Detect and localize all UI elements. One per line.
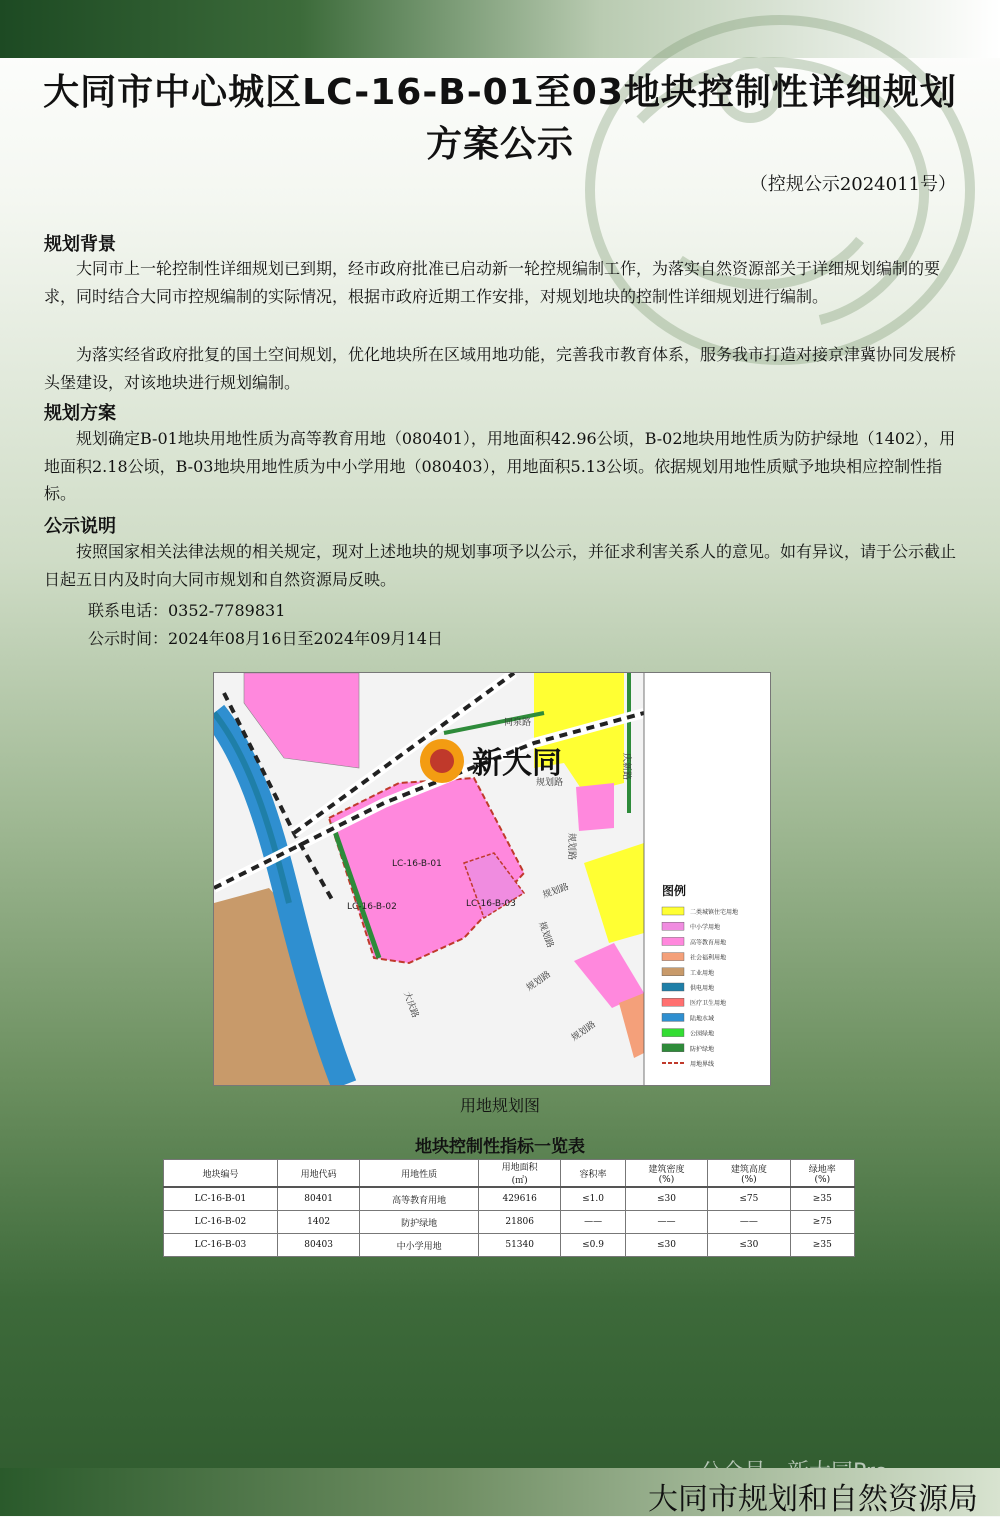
road-label: 大庆路	[401, 990, 420, 1020]
map-logo-text: 新大同	[472, 746, 562, 781]
background-heading: 规划背景	[44, 234, 116, 255]
table-cell: ≤30	[625, 1234, 707, 1257]
table-cell: ——	[561, 1211, 625, 1234]
notice-paragraph: 按照国家相关法律法规的相关规定，现对上述地块的规划事项予以公示，并征求利害关系人的意见。如有异议，请于公示截止日起五日内及时向大同市规划和自然资源局反映。	[44, 542, 957, 589]
parcel-label-b01: LC-16-B-01	[392, 859, 442, 869]
parcel-label-b03: LC-16-B-03	[466, 899, 516, 909]
table-header-cell: 建筑高度 (%)	[708, 1160, 790, 1188]
footer-band	[0, 1468, 1000, 1516]
background-paragraph-1: 大同市上一轮控制性详细规划已到期，经市政府批准已启动新一轮控规编制工作，为落实自然资源部关于详细规划编制的要求，同时结合大同市控规编制的实际情况，根据市政府近期工作安排，对规划地块的控制性详细规划进行编制。	[44, 259, 941, 306]
legend-label: 社会福利用地	[690, 954, 727, 962]
table-cell: LC-16-B-03	[164, 1234, 278, 1257]
table-cell: ≥75	[790, 1211, 854, 1234]
legend-swatch	[662, 998, 684, 1006]
table-cell: ≤30	[708, 1234, 790, 1257]
table-cell: 防护绿地	[360, 1211, 479, 1234]
parcel-label-b02: LC-16-B-02	[347, 902, 397, 912]
legend-swatch	[662, 983, 684, 991]
land-use-map	[213, 672, 771, 1086]
notice-period: 公示时间：2024年08月16日至2024年09月14日	[88, 629, 443, 648]
notice-number: （控规公示2024011号）	[749, 174, 956, 195]
legend-label: 工业用地	[690, 969, 715, 977]
table-cell: ≤30	[625, 1187, 707, 1211]
table-header-cell: 建筑密度 (%)	[625, 1160, 707, 1188]
legend-label: 二类城镇住宅用地	[690, 909, 739, 916]
legend-swatch	[662, 937, 684, 945]
legend-swatch	[662, 922, 684, 930]
table-header-cell: 绿地率 (%)	[790, 1160, 854, 1188]
road-label: 庆新路	[621, 753, 631, 781]
background-paragraph-2: 为落实经省政府批复的国土空间规划，优化地块所在区域用地功能，完善我市教育体系，服务我市打造对接京津冀协同发展桥头堡建设，对该地块进行规划编制。	[44, 345, 957, 392]
table-header-cell: 用地性质	[360, 1160, 479, 1188]
plan-paragraph: 规划确定B-01地块用地性质为高等教育用地（080401），用地面积42.96公顷，B-02地块用地性质为防护绿地（1402），用地面积2.18公顷，B-03地块用地性质为中小学用地（080403），用地面积5.13公顷。依据规划用地性质赋予地块相应控制性指标。	[44, 429, 956, 503]
page-subtitle: 方案公示	[425, 124, 574, 165]
legend-label: 中小学用地	[690, 924, 721, 932]
road-label: 规划路	[569, 1019, 598, 1044]
table-header-cell: 容积率	[561, 1160, 625, 1188]
table-cell: ≤0.9	[561, 1234, 625, 1257]
legend-title: 图例	[662, 884, 687, 898]
legend-swatch	[662, 907, 684, 915]
legend-swatch	[662, 953, 684, 961]
table-title: 地块控制性指标一览表	[415, 1137, 585, 1157]
page-title: 大同市中心城区LC-16-B-01至03地块控制性详细规划	[43, 72, 957, 113]
table-row	[164, 1187, 855, 1211]
table-cell: 中小学用地	[360, 1234, 479, 1257]
legend-swatch	[662, 1029, 684, 1037]
legend-label: 供电用地	[690, 985, 715, 992]
plan-heading: 规划方案	[44, 403, 116, 424]
table-cell: 21806	[478, 1211, 560, 1234]
table-cell: ≥35	[790, 1234, 854, 1257]
legend-label: 高等教育用地	[690, 939, 727, 947]
table-row	[164, 1211, 855, 1234]
contact-phone: 联系电话：0352-7789831	[88, 601, 286, 620]
road-label: 同泉路	[504, 718, 532, 728]
legend-label: 防护绿地	[690, 1045, 715, 1053]
table-cell: 80403	[277, 1234, 359, 1257]
table-cell: 高等教育用地	[360, 1187, 479, 1211]
road-label: 规划路	[541, 882, 571, 901]
table-header-cell: 用地代码	[277, 1160, 359, 1188]
table-cell: ≤75	[708, 1187, 790, 1211]
table-cell: 80401	[277, 1187, 359, 1211]
control-index-table	[163, 1159, 855, 1257]
table-header-cell: 用地面积 (㎡)	[478, 1160, 560, 1188]
road-label: 规划路	[536, 920, 555, 950]
table-header-row	[164, 1160, 855, 1188]
table-cell: ——	[708, 1211, 790, 1234]
table-cell: 1402	[277, 1211, 359, 1234]
table-cell: LC-16-B-02	[164, 1211, 278, 1234]
table-cell: 429616	[478, 1187, 560, 1211]
table-cell: ≤1.0	[561, 1187, 625, 1211]
footer-org: 大同市规划和自然资源局	[648, 1482, 978, 1517]
table-cell: 51340	[478, 1234, 560, 1257]
legend-swatch	[662, 1013, 684, 1021]
table-cell: ——	[625, 1211, 707, 1234]
table-row	[164, 1234, 855, 1257]
legend-label: 陆地水域	[690, 1015, 715, 1023]
road-label: 规划路	[536, 778, 564, 788]
legend-label: 公园绿地	[690, 1030, 715, 1038]
notice-heading: 公示说明	[44, 516, 116, 537]
legend-label: 用地界线	[690, 1061, 715, 1068]
legend-swatch	[662, 1044, 684, 1052]
table-cell: ≥35	[790, 1187, 854, 1211]
map-svg	[214, 673, 770, 1085]
road-label: 规划路	[566, 833, 576, 861]
table-cell: LC-16-B-01	[164, 1187, 278, 1211]
table-header-cell: 地块编号	[164, 1160, 278, 1188]
legend-swatch	[662, 968, 684, 976]
map-caption: 用地规划图	[459, 1096, 540, 1115]
road-label: 规划路	[524, 969, 553, 994]
legend-label: 医疗卫生用地	[690, 1000, 727, 1008]
